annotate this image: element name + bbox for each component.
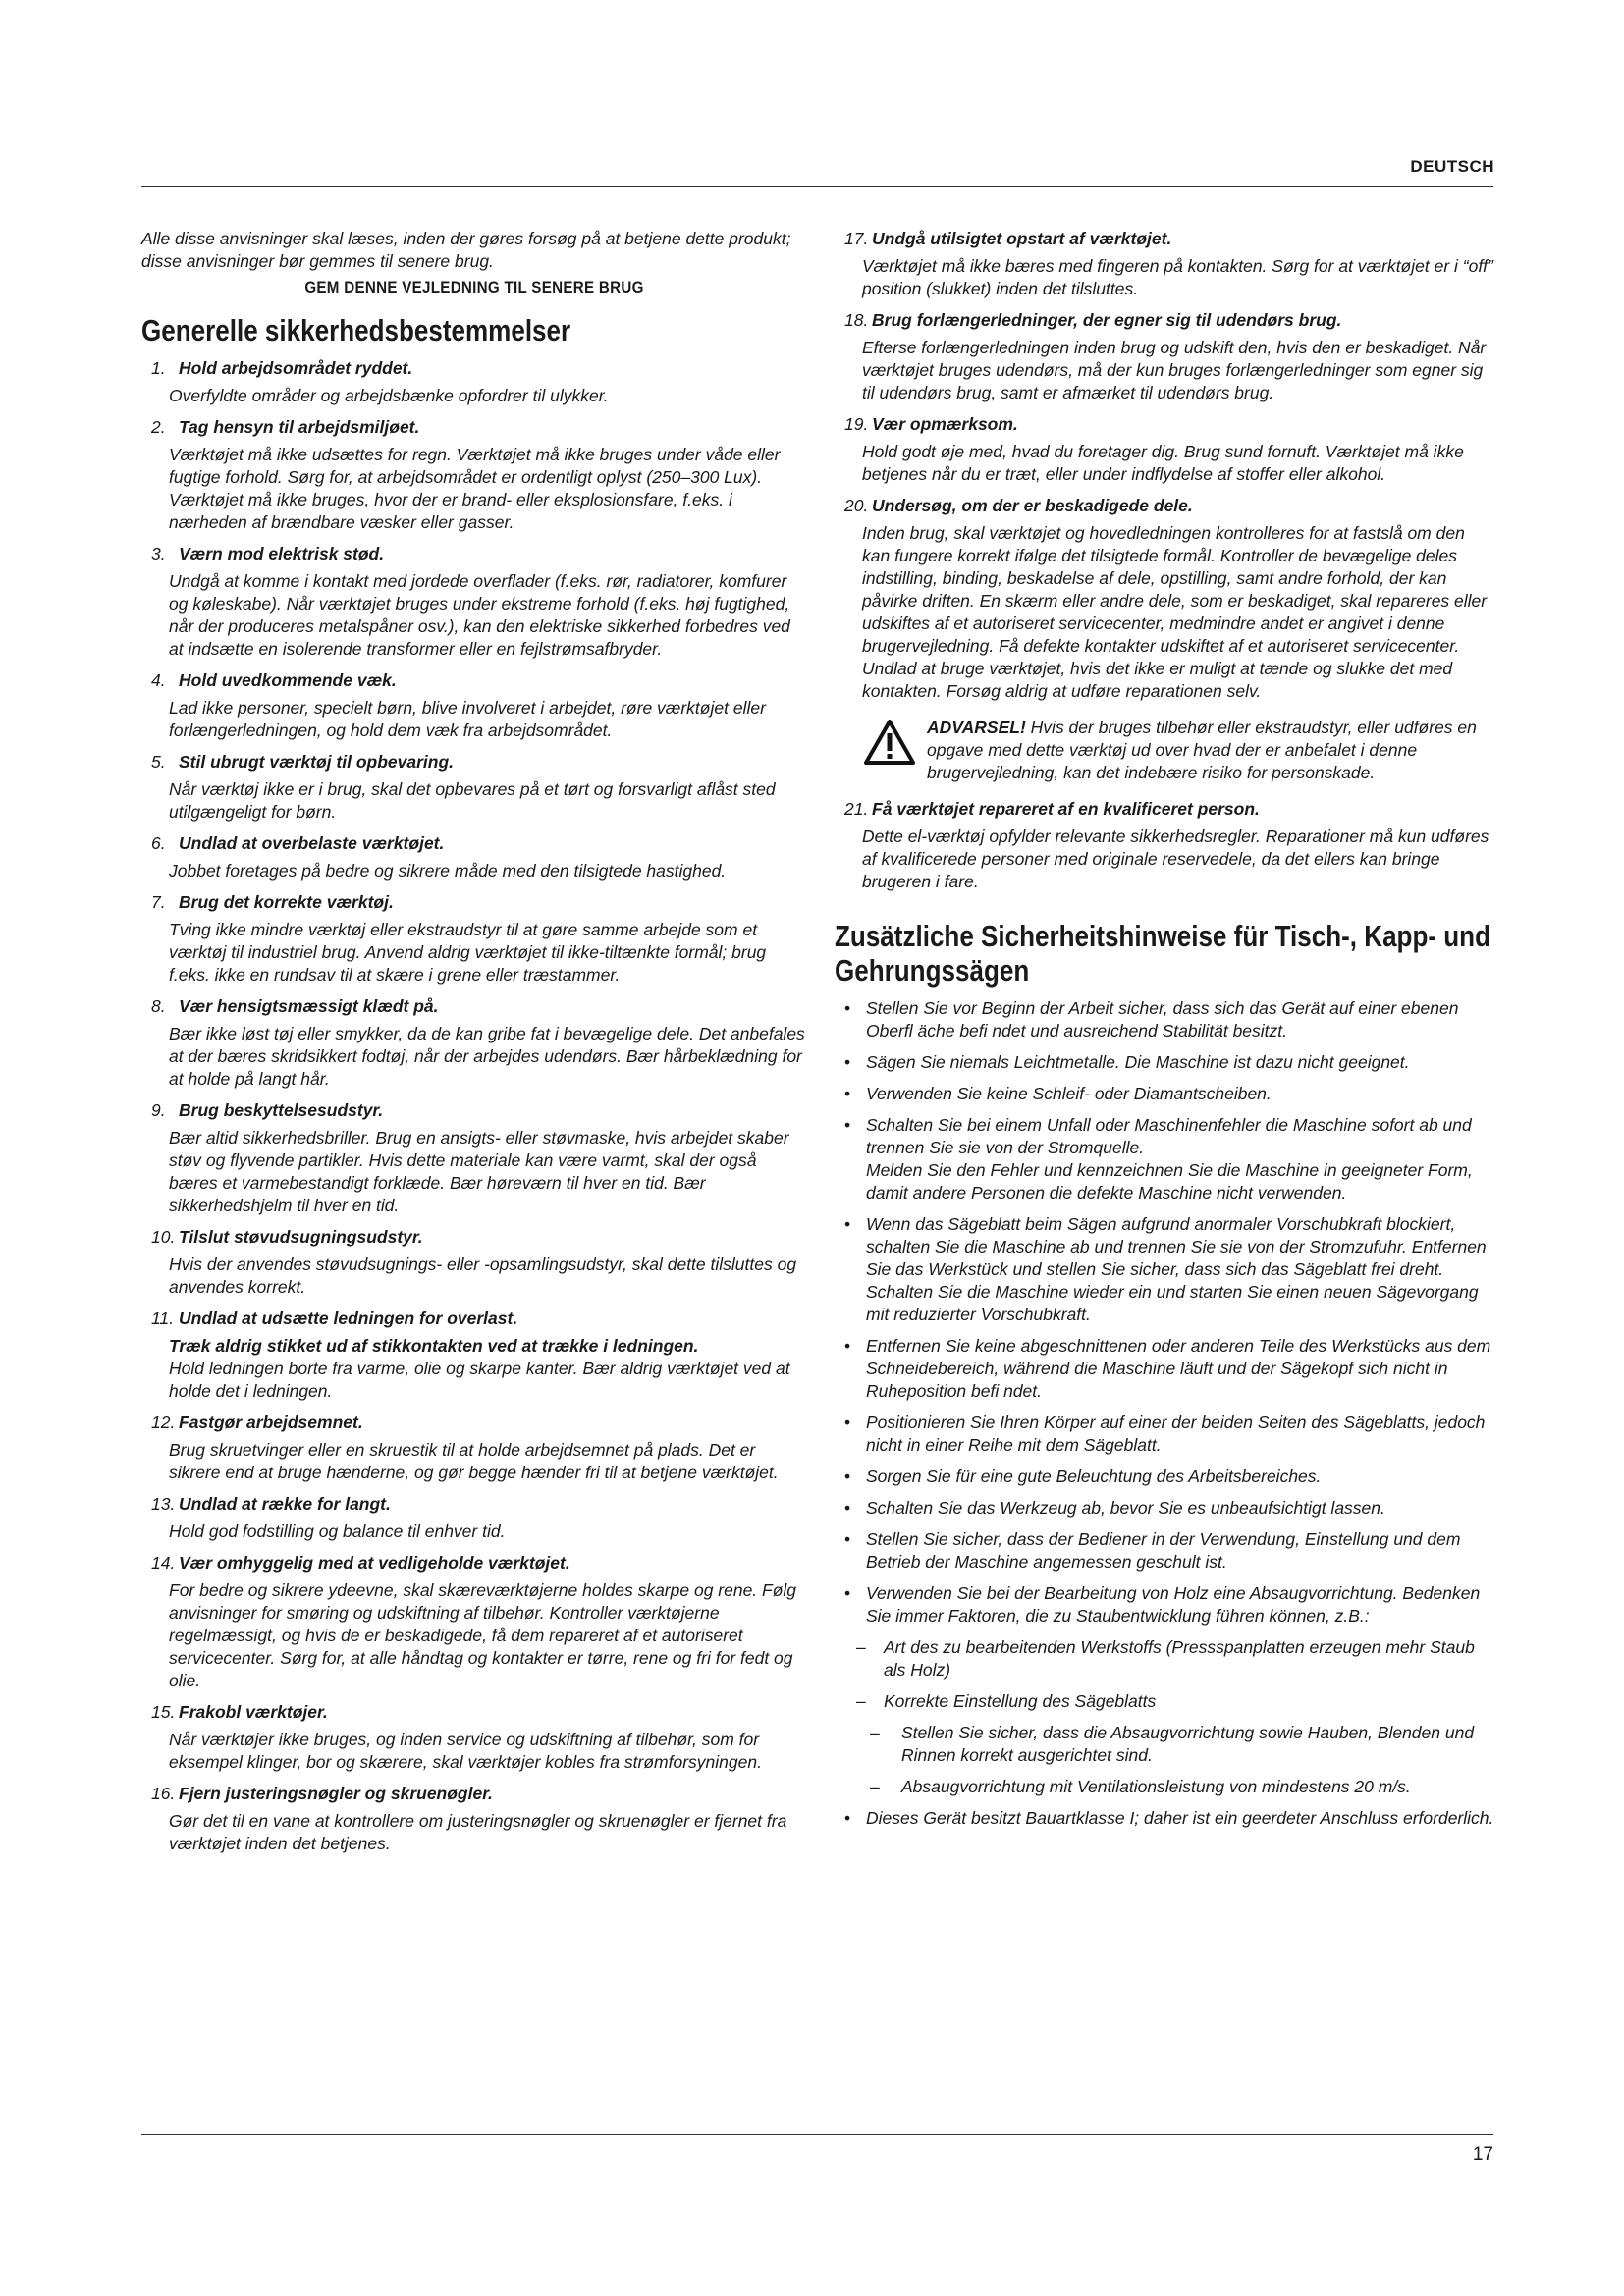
bullet-item: [835, 1497, 1494, 1520]
bullet-mark: •: [844, 1413, 851, 1432]
item-title: [141, 1701, 807, 1724]
list-item: [141, 1099, 807, 1217]
item-number: 11.: [151, 1308, 175, 1328]
bullet-item: [835, 1412, 1494, 1457]
item-number: 15.: [151, 1702, 176, 1722]
item-body: Lad ikke personer, specielt børn, blive involveret i arbejdet, røre værktøjet eller forlængerledningen, og hold dem væk fra arbejdsområdet.: [169, 698, 766, 740]
item-title-text: Tilslut støvudsugningsudstyr.: [179, 1227, 423, 1247]
item-number: 12.: [151, 1413, 176, 1432]
list-item: [141, 1308, 807, 1403]
item-number: 9.: [151, 1100, 166, 1120]
warning-label: ADVARSEL!: [927, 718, 1026, 737]
list-item: [141, 416, 807, 534]
bullet-text: Absaugvorrichtung mit Ventilationsleistung von mindestens 20 m/s.: [901, 1777, 1411, 1796]
item-title-text: Undlad at række for langt.: [179, 1494, 391, 1514]
bullet-text: Verwenden Sie bei der Bearbeitung von Holz eine Absaugvorrichtung. Bedenken Sie immer Faktoren, die zu Staubentwicklung führen können, z.B.:: [866, 1583, 1481, 1626]
bullet-item: [835, 997, 1494, 1042]
item-title-text: Undlad at udsætte ledningen for overlast.: [179, 1308, 518, 1328]
bullet-item: [835, 1807, 1494, 1830]
item-body: Hold godt øje med, hvad du foretager dig. Brug sund fornuft. Værktøjet må ikke betjenes når du er træt, eller under indflydelse af stoffer eller alkohol.: [862, 442, 1464, 484]
item-number: 10.: [151, 1227, 176, 1247]
item-title: [141, 832, 807, 855]
bullet-mark: –: [856, 1691, 866, 1711]
list-item: [835, 309, 1494, 404]
bullet-text: Sorgen Sie für eine gute Beleuchtung des Arbeitsbereiches.: [866, 1467, 1322, 1486]
saw-safety-bullets: [835, 997, 1494, 1830]
item-body: Når værktøjer ikke bruges, og inden service og udskiftning af tilbehør, som for eksempel klinger, bor og skærere, skal værktøjer kobles fra strømforsyningen.: [169, 1730, 762, 1772]
list-item: [835, 228, 1494, 300]
warning-triangle-icon: [864, 719, 915, 766]
bullet-item: [835, 1776, 1494, 1798]
item-body: Bær altid sikkerhedsbriller. Brug en ansigts- eller støvmaske, hvis arbejdet skaber støv og flyvende partikler. Hvis dette materiale kan være varmt, skal der også bæres et varmebestandigt forklæde. Bær høreværn til hver en tid. Bær sikkerhedshjelm til hver en tid.: [169, 1128, 789, 1215]
bullet-item: [835, 1051, 1494, 1074]
header-language: DEUTSCH: [1410, 157, 1494, 176]
item-number: 5.: [151, 752, 166, 772]
bullet-mark: •: [844, 1498, 851, 1518]
item-title-text: Frakobl værktøjer.: [179, 1702, 328, 1722]
item-body: Inden brug, skal værktøjet og hovedledningen kontrolleres for at fastslå om den kan fungere korrekt ifølge det tilsigtede formål. Kontroller de bevægelige deles indstilling, binding, beskadelse af dele, opstilling, samt andre forhold, der kan påvirke driften. En skærm eller andre dele, som er beskadiget, skal repareres eller udskiftes af et autoriseret servicecenter, medmindre andet er angivet i denne brugervejledning. Få defekte kontakter udskiftet af et autoriseret servicecenter. Undlad at bruge værktøjet, hvis det ikke er muligt at tænde og slukke det med kontakten. Forsøg aldrig at udføre reparationen selv.: [862, 523, 1488, 701]
list-item: [141, 669, 807, 742]
item-title: [141, 416, 807, 439]
item-body: Efterse forlængerledningen inden brug og udskift den, hvis den er beskadiget. Når værktøjet bruges udendørs, må der kun bruges forlængerledninger som egner sig til udendørs brug, samt er afmærket til udendørs brug.: [862, 338, 1487, 402]
item-number: 8.: [151, 996, 166, 1016]
list-item: [141, 357, 807, 407]
list-item: [141, 1552, 807, 1692]
item-body: Hold god fodstilling og balance til enhver tid.: [169, 1522, 506, 1541]
item-title-text: Værn mod elektrisk stød.: [179, 544, 385, 563]
item-body-emphasis: Træk aldrig stikket ud af stikkontakten ved at trække i ledningen.: [169, 1336, 699, 1356]
bullet-item: [835, 1083, 1494, 1105]
item-number: 18.: [844, 310, 869, 330]
warning-box: [864, 717, 1494, 784]
header-rule: [141, 186, 1493, 187]
item-title-text: Undlad at overbelaste værktøjet.: [179, 833, 445, 853]
item-title: [141, 543, 807, 565]
item-title: [141, 891, 807, 914]
bullet-item: [835, 1528, 1494, 1574]
item-title-text: Hold arbejdsområdet ryddet.: [179, 358, 413, 378]
list-item: [141, 1412, 807, 1484]
item-body: Undgå at komme i kontakt med jordede overflader (f.eks. rør, radiatorer, komfurer og køleskabe). Når værktøjet bruges under ekstreme forhold (f.eks. høj fugtighed, når der produceres metalspåner osv.), kan den elektriske sikkerhed forbedres ved at indsætte en isolerende transformer eller en fejlstrømsafbryder.: [169, 571, 790, 659]
list-item: [141, 995, 807, 1091]
item-title: [141, 669, 807, 692]
bullet-text: Verwenden Sie keine Schleif- oder Diamantscheiben.: [866, 1084, 1272, 1103]
item-title: [835, 309, 1494, 332]
item-title-text: Vær omhyggelig med at vedligeholde værktøjet.: [179, 1553, 570, 1573]
item-number: 13.: [151, 1494, 176, 1514]
item-body: For bedre og sikrere ydeevne, skal skæreværktøjerne holdes skarpe og rene. Følg anvisninger for smøring og udskiftning af tilbehør. Kontroller værktøjerne regelmæssigt, og hvis de er beskadigede, få dem repareret af et autoriseret servicecenter. Sørg for, at alle håndtag og kontakter er tørre, rene og fri for fedt og olie.: [169, 1580, 797, 1690]
bullet-text: Wenn das Sägeblatt beim Sägen aufgrund anormaler Vorschubkraft blockiert, schalten Sie die Maschine ab und trennen Sie sie von der Stromzufuhr. Entfernen Sie das Werkstück und stellen Sie sicher, dass sich das Sägeblatt frei dreht. Schalten Sie die Maschine wieder ein und starten Sie einen neuen Sägevorgang mit reduzierter Vorschubkraft.: [866, 1214, 1487, 1324]
item-body: Dette el-værktøj opfylder relevante sikkerhedsregler. Reparationer må kun udføres af kvalificerede personer med originale reservedele, da det ellers kan bringe brugeren i fare.: [862, 827, 1489, 891]
item-number: 7.: [151, 892, 166, 912]
item-title: [141, 1412, 807, 1434]
bullet-mark: •: [844, 1529, 851, 1549]
item-title-text: Vær hensigtsmæssigt klædt på.: [179, 996, 439, 1016]
bullet-item: [835, 1335, 1494, 1403]
bullet-item: [835, 1114, 1494, 1204]
item-title: [141, 995, 807, 1018]
list-item: [141, 1701, 807, 1774]
item-title-text: Tag hensyn til arbejdsmiljøet.: [179, 417, 420, 437]
item-title-text: Få værktøjet repareret af en kvalificeret person.: [872, 799, 1260, 819]
item-body: Bær ikke løst tøj eller smykker, da de kan gribe fat i bevægelige dele. Det anbefales at der bæres skridsikkert fodtøj, når der arbejdes udendørs. Bær hårbeklædning for at holde på langt hår.: [169, 1024, 805, 1089]
bullet-item: [835, 1690, 1494, 1713]
item-body: Overfyldte områder og arbejdsbænke opfordrer til ulykker.: [169, 386, 609, 405]
item-number: 14.: [151, 1553, 176, 1573]
item-title-text: Brug forlængerledninger, der egner sig til udendørs brug.: [872, 310, 1342, 330]
bullet-item: [835, 1213, 1494, 1326]
save-note: GEM DENNE VEJLEDNING TIL SENERE BRUG: [304, 279, 644, 296]
section-heading-saws: Zusätzliche Sicherheitshinweise für Tisch-, Kapp- und Gehrungssägen: [835, 919, 1491, 988]
item-body: Gør det til en vane at kontrollere om justeringsnøgler og skruenøgler er fjernet fra værktøjet inden det betjenes.: [169, 1811, 787, 1853]
item-title: [141, 1226, 807, 1249]
item-title: [141, 1552, 807, 1575]
list-item: [141, 891, 807, 987]
item-title: [835, 798, 1494, 821]
item-title: [835, 413, 1494, 436]
item-title-text: Vær opmærksom.: [872, 414, 1018, 434]
item-number: 3.: [151, 544, 166, 563]
bullet-mark: •: [844, 1336, 851, 1356]
item-title: [141, 357, 807, 380]
list-item-21: [835, 798, 1494, 893]
item-body: Hold ledningen borte fra varme, olie og skarpe kanter. Bær aldrig værktøjet ved at holde det i ledningen.: [169, 1359, 790, 1401]
bullet-mark: –: [856, 1637, 866, 1657]
bullet-text: Stellen Sie sicher, dass der Bediener in der Verwendung, Einstellung und dem Betrieb der Maschine angemessen geschult ist.: [866, 1529, 1461, 1572]
item-title: [141, 1308, 807, 1330]
bullet-mark: •: [844, 1084, 851, 1103]
item-number: 17.: [844, 229, 869, 248]
bullet-text: Sägen Sie niemals Leichtmetalle. Die Maschine ist dazu nicht geeignet.: [866, 1052, 1410, 1072]
item-body: Tving ikke mindre værktøj eller ekstraudstyr til at gøre samme arbejde som et værktøj til industriel brug. Anvend aldrig værktøjet til ikke-tiltænkte formål; brug f.eks. ikke en rundsav til at skære i grene eller træstammer.: [169, 920, 767, 985]
item-number: 21.: [844, 799, 869, 819]
intro-text: Alle disse anvisninger skal læses, inden der gøres forsøg på at betjene dette produkt; disse anvisninger bør gemmes til senere brug.: [141, 229, 791, 271]
item-title: [141, 751, 807, 774]
bullet-item: [835, 1722, 1494, 1767]
bullet-item: [835, 1582, 1494, 1628]
bullet-text-continued: Melden Sie den Fehler und kennzeichnen Sie die Maschine in geeigneter Form, damit andere Personen die defekte Maschine nicht verwenden.: [866, 1160, 1473, 1202]
item-body: Værktøjet må ikke bæres med fingeren på kontakten. Sørg for at værktøjet er i “off” position (slukket) inden det tilsluttes.: [862, 256, 1493, 298]
item-number: 2.: [151, 417, 166, 437]
item-body: Brug skruetvinger eller en skruestik til at holde arbejdsemnet på plads. Det er sikrere end at bruge hænderne, og gør begge hænder fri til at betjene værktøjet.: [169, 1440, 779, 1482]
bullet-mark: •: [844, 1052, 851, 1072]
item-title-text: Undersøg, om der er beskadigede dele.: [872, 496, 1193, 515]
section-heading-general: Generelle sikkerhedsbestemmelser: [141, 313, 571, 347]
bullet-text: Positionieren Sie Ihren Körper auf einer der beiden Seiten des Sägeblatts, jedoch nicht in einer Reihe mit dem Sägeblatt.: [866, 1413, 1486, 1455]
bullet-mark: •: [844, 1808, 851, 1828]
item-title-text: Brug det korrekte værktøj.: [179, 892, 394, 912]
bullet-mark: •: [844, 1115, 851, 1135]
item-body: Når værktøj ikke er i brug, skal det opbevares på et tørt og forsvarligt aflåst sted utilgængeligt for børn.: [169, 779, 776, 822]
item-title-text: Undgå utilsigtet opstart af værktøjet.: [872, 229, 1172, 248]
left-column: [141, 228, 807, 1864]
list-item: [141, 1493, 807, 1543]
list-item: [141, 1226, 807, 1299]
item-title-text: Brug beskyttelsesudstyr.: [179, 1100, 384, 1120]
bullet-item: [835, 1466, 1494, 1488]
item-number: 16.: [151, 1784, 176, 1803]
footer-rule: [141, 2134, 1493, 2135]
item-number: 19.: [844, 414, 869, 434]
bullet-mark: –: [870, 1723, 880, 1742]
page-number: 17: [1472, 2144, 1493, 2164]
item-title-text: Fjern justeringsnøgler og skruenøgler.: [179, 1784, 493, 1803]
list-item: [141, 543, 807, 661]
item-number: 4.: [151, 670, 166, 690]
bullet-text: Art des zu bearbeitenden Werkstoffs (Pressspanplatten erzeugen mehr Staub als Holz): [884, 1637, 1475, 1680]
bullet-mark: •: [844, 1467, 851, 1486]
item-body: Værktøjet må ikke udsættes for regn. Værktøjet må ikke bruges under våde eller fugtige forhold. Sørg for, at arbejdsområdet er ordentligt oplyst (250–300 Lux). Værktøjet må ikke bruges, hvor der er brand- eller eksplosionsfare, f.eks. i nærheden af brændbare væsker eller gasser.: [169, 445, 781, 532]
warning-text: [927, 717, 1494, 784]
warning-body: Hvis der bruges tilbehør eller ekstraudstyr, eller udføres en opgave med dette værktøj ud over hvad der er anbefalet i denne brugervejledning, kan det indebære risiko for personskade.: [927, 718, 1477, 782]
bullet-mark: –: [870, 1777, 880, 1796]
bullet-text: Dieses Gerät besitzt Bauartklasse I; daher ist ein geerdeter Anschluss erforderlich.: [866, 1808, 1494, 1828]
list-item: [835, 413, 1494, 486]
item-title: [141, 1783, 807, 1805]
item-title: [141, 1099, 807, 1122]
bullet-text: Schalten Sie bei einem Unfall oder Maschinenfehler die Maschine sofort ab und trennen Sie sie von der Stromquelle.: [866, 1115, 1472, 1157]
item-title-text: Hold uvedkommende væk.: [179, 670, 397, 690]
list-item: [141, 832, 807, 882]
bullet-mark: •: [844, 1214, 851, 1234]
item-number: 1.: [151, 358, 166, 378]
bullet-mark: •: [844, 998, 851, 1018]
list-item: [141, 751, 807, 824]
bullet-item: [835, 1636, 1494, 1682]
bullet-text: Korrekte Einstellung des Sägeblatts: [884, 1691, 1157, 1711]
list-item: [141, 1783, 807, 1855]
bullet-text: Stellen Sie sicher, dass die Absaugvorrichtung sowie Hauben, Blenden und Rinnen korrekt ausgerichtet sind.: [901, 1723, 1475, 1765]
item-title: [141, 1493, 807, 1516]
item-title: [835, 228, 1494, 250]
item-number: 6.: [151, 833, 166, 853]
item-title: [835, 495, 1494, 517]
item-number: 20.: [844, 496, 869, 515]
right-item-list: [835, 228, 1494, 703]
bullet-text: Schalten Sie das Werkzeug ab, bevor Sie es unbeaufsichtigt lassen.: [866, 1498, 1385, 1518]
left-item-list: [141, 357, 807, 1855]
bullet-text: Entfernen Sie keine abgeschnittenen oder anderen Teile des Werkstücks aus dem Schneidebereich, während die Maschine läuft und der Sägekopf sich nicht in Ruheposition befi ndet.: [866, 1336, 1491, 1401]
item-title-text: Stil ubrugt værktøj til opbevaring.: [179, 752, 455, 772]
list-item: [835, 495, 1494, 703]
item-body: Hvis der anvendes støvudsugnings- eller -opsamlingsudstyr, skal dette tilsluttes og anvendes korrekt.: [169, 1255, 797, 1297]
bullet-text: Stellen Sie vor Beginn der Arbeit sicher, dass sich das Gerät auf einer ebenen Oberfl äche befi ndet und ausreichend Stabilität besitzt.: [866, 998, 1459, 1041]
item-title-text: Fastgør arbejdsemnet.: [179, 1413, 363, 1432]
right-column: [835, 228, 1494, 1839]
bullet-mark: •: [844, 1583, 851, 1603]
item-body: Jobbet foretages på bedre og sikrere måde med den tilsigtede hastighed.: [169, 861, 727, 881]
